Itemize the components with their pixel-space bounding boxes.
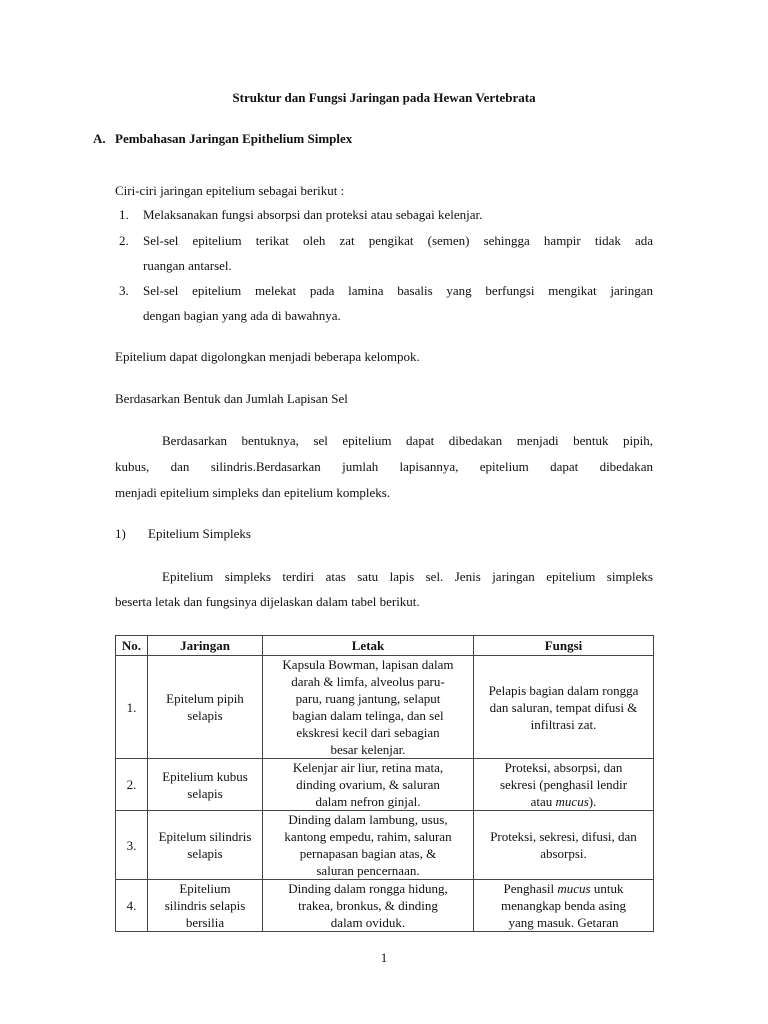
subheading: Berdasarkan Bentuk dan Jumlah Lapisan Sel bbox=[115, 391, 348, 406]
list-item-text: Sel-sel epitelium melekat pada lamina basalis yang berfungsi mengikat jaringan bbox=[143, 283, 653, 298]
paragraph-line: Berdasarkan bentuknya, sel epitelium dapat dibedakan menjadi bentuk pipih, bbox=[162, 433, 653, 448]
cell-line: paru, ruang jantung, selaput bbox=[295, 691, 441, 706]
cell-line: selapis bbox=[187, 846, 223, 861]
cell-jaringan bbox=[148, 759, 263, 811]
cell-line: dalam nefron ginjal. bbox=[315, 794, 421, 809]
list-item-text: ruangan antarsel. bbox=[143, 258, 232, 273]
cell-fungsi bbox=[474, 880, 654, 932]
cell-line: selapis bbox=[187, 785, 223, 801]
cell-line: Pelapis bagian dalam rongga bbox=[488, 682, 639, 698]
cell-letak bbox=[263, 880, 474, 932]
cell-line: Epitelum silindris bbox=[158, 829, 252, 844]
header-no: No. bbox=[116, 636, 148, 656]
cell-line: bagian dalam telinga, dan sel bbox=[292, 708, 444, 723]
cell-line: darah & limfa, alveolus paru- bbox=[291, 674, 445, 689]
cell-line: sekresi (penghasil lendir bbox=[499, 777, 628, 792]
paragraph-line: kubus, dan silindris.Berdasarkan jumlah lapisannya, epitelium dapat dibedakan bbox=[115, 459, 653, 474]
numbered-heading-text: Epitelium Simpleks bbox=[148, 526, 251, 541]
cell-no: 2. bbox=[116, 759, 148, 811]
cell-line: Epitelum pipih bbox=[166, 691, 244, 706]
cell-line: Dinding dalam rongga hidung, bbox=[288, 881, 448, 896]
cell-line: Proteksi, sekresi, difusi, dan bbox=[490, 829, 637, 844]
cell-line: Epitelium kubus bbox=[162, 768, 248, 784]
cell-no: 3. bbox=[116, 811, 148, 880]
section-heading: Pembahasan Jaringan Epithelium Simplex bbox=[115, 131, 353, 146]
text-run: Penghasil bbox=[503, 881, 558, 896]
italic-term: mucus bbox=[557, 881, 591, 896]
cell-line: Proteksi, absorpsi, dan bbox=[504, 760, 623, 775]
cell-line: Kelenjar air liur, retina mata, bbox=[292, 760, 444, 775]
cell-jaringan bbox=[148, 811, 263, 880]
paragraph: Epitelium dapat digolongkan menjadi beberapa kelompok. bbox=[115, 349, 420, 364]
cell-jaringan bbox=[148, 880, 263, 932]
text-run: ). bbox=[588, 794, 597, 809]
header-fungsi: Fungsi bbox=[474, 636, 654, 656]
cell-fungsi bbox=[474, 656, 654, 759]
cell-fungsi bbox=[474, 759, 654, 811]
cell-line: dan saluran, tempat difusi & bbox=[489, 699, 638, 715]
text-run: untuk bbox=[590, 881, 624, 896]
list-item-text: Melaksanakan fungsi absorpsi dan proteksi atau sebagai kelenjar. bbox=[143, 207, 483, 222]
epithelium-table bbox=[115, 635, 654, 932]
cell-line: Epitelium bbox=[179, 881, 231, 896]
paragraph-line: menjadi epitelium simpleks dan epitelium kompleks. bbox=[115, 485, 391, 500]
list-number: 2. bbox=[119, 233, 129, 248]
cell-line bbox=[476, 793, 651, 810]
table-row bbox=[116, 759, 654, 811]
page-number: 1 bbox=[380, 950, 388, 965]
cell-no: 4. bbox=[116, 880, 148, 932]
cell-line: selapis bbox=[187, 708, 223, 723]
text-run: atau bbox=[530, 794, 556, 809]
cell-jaringan bbox=[148, 656, 263, 759]
list-number: 1. bbox=[119, 207, 129, 222]
cell-fungsi bbox=[474, 811, 654, 880]
cell-line: absorpsi. bbox=[540, 846, 587, 861]
cell-line: Kapsula Bowman, lapisan dalam bbox=[282, 657, 454, 672]
cell-line: infiltrasi zat. bbox=[530, 716, 597, 732]
cell-line: menangkap benda asing bbox=[501, 898, 626, 913]
section-marker: A. bbox=[93, 131, 106, 146]
list-number: 3. bbox=[119, 283, 129, 298]
cell-no: 1. bbox=[116, 656, 148, 759]
cell-line: dinding ovarium, & saluran bbox=[296, 777, 440, 792]
document-title: Struktur dan Fungsi Jaringan pada Hewan Vertebrata bbox=[232, 90, 536, 105]
numbered-heading-number: 1) bbox=[115, 526, 126, 541]
table-row bbox=[116, 880, 654, 932]
header-jaringan: Jaringan bbox=[148, 636, 263, 656]
table-row bbox=[116, 811, 654, 880]
cell-letak bbox=[263, 656, 474, 759]
italic-term: mucus bbox=[555, 794, 589, 809]
cell-line: pernapasan bagian atas, & bbox=[299, 846, 437, 861]
cell-line: yang masuk. Getaran bbox=[508, 915, 619, 930]
table-header-row bbox=[116, 636, 654, 656]
cell-letak bbox=[263, 811, 474, 880]
paragraph-line: Epitelium simpleks terdiri atas satu lapis sel. Jenis jaringan epitelium simpleks bbox=[162, 569, 653, 584]
list-item-text: dengan bagian yang ada di bawahnya. bbox=[143, 308, 341, 323]
list-item-text: Sel-sel epitelium terikat oleh zat pengikat (semen) sehingga hampir tidak ada bbox=[143, 233, 653, 248]
cell-line: bersilia bbox=[185, 915, 225, 930]
intro-text: Ciri-ciri jaringan epitelium sebagai berikut : bbox=[115, 183, 345, 198]
cell-line: besar kelenjar. bbox=[330, 742, 406, 757]
cell-line: dalam oviduk. bbox=[330, 915, 406, 930]
cell-line: ekskresi kecil dari sebagian bbox=[296, 725, 440, 740]
cell-line: kantong empedu, rahim, saluran bbox=[284, 829, 452, 844]
cell-line: saluran pencernaan. bbox=[316, 863, 420, 878]
header-letak: Letak bbox=[263, 636, 474, 656]
cell-line: Dinding dalam lambung, usus, bbox=[288, 812, 448, 827]
table-row bbox=[116, 656, 654, 759]
paragraph-line: beserta letak dan fungsinya dijelaskan dalam tabel berikut. bbox=[115, 594, 420, 609]
cell-line: trakea, bronkus, & dinding bbox=[298, 898, 438, 913]
cell-line: silindris selapis bbox=[164, 898, 246, 913]
cell-line bbox=[476, 880, 651, 897]
cell-letak bbox=[263, 759, 474, 811]
